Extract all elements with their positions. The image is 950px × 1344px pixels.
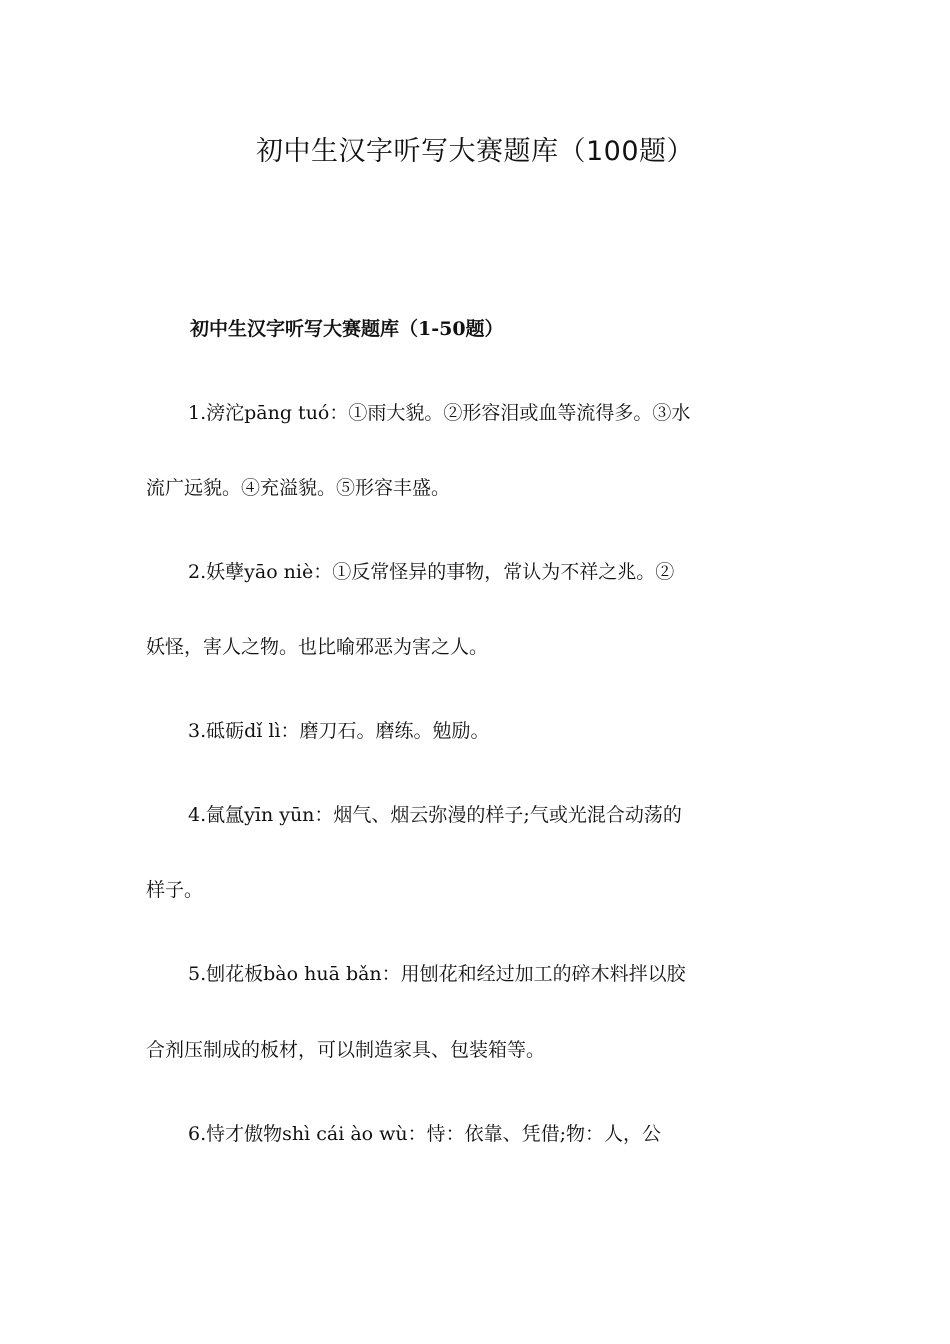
entry-6-line-1: 6.恃才傲物shì cái ào wù：恃：依靠、凭借;物：人，公 <box>188 1123 662 1145</box>
entry-1-line-1: 1.滂沱pāng tuó：①雨大貌。②形容泪或血等流得多。③水 <box>188 402 691 424</box>
document-title: 初中生汉字听写大赛题库（100题） <box>255 136 695 167</box>
entry-3-line-1: 3.砥砺dǐ lì：磨刀石。磨练。勉励。 <box>188 720 490 742</box>
entry-4-line-1: 4.氤氲yīn yūn：烟气、烟云弥漫的样子;气或光混合动荡的 <box>188 804 682 826</box>
entry-1-line-2: 流广远貌。④充溢貌。⑤形容丰盛。 <box>146 477 451 499</box>
entry-5-line-2: 合剂压制成的板材，可以制造家具、包装箱等。 <box>146 1039 546 1061</box>
entry-2-line-2: 妖怪，害人之物。也比喻邪恶为害之人。 <box>146 636 489 658</box>
section-heading: 初中生汉字听写大赛题库（1-50题） <box>190 318 504 340</box>
entry-4-line-2: 样子。 <box>146 879 204 901</box>
entry-5-line-1: 5.刨花板bào huā bǎn：用刨花和经过加工的碎木料拌以胶 <box>188 963 686 985</box>
entry-2-line-1: 2.妖孽yāo niè：①反常怪异的事物，常认为不祥之兆。② <box>188 561 675 583</box>
